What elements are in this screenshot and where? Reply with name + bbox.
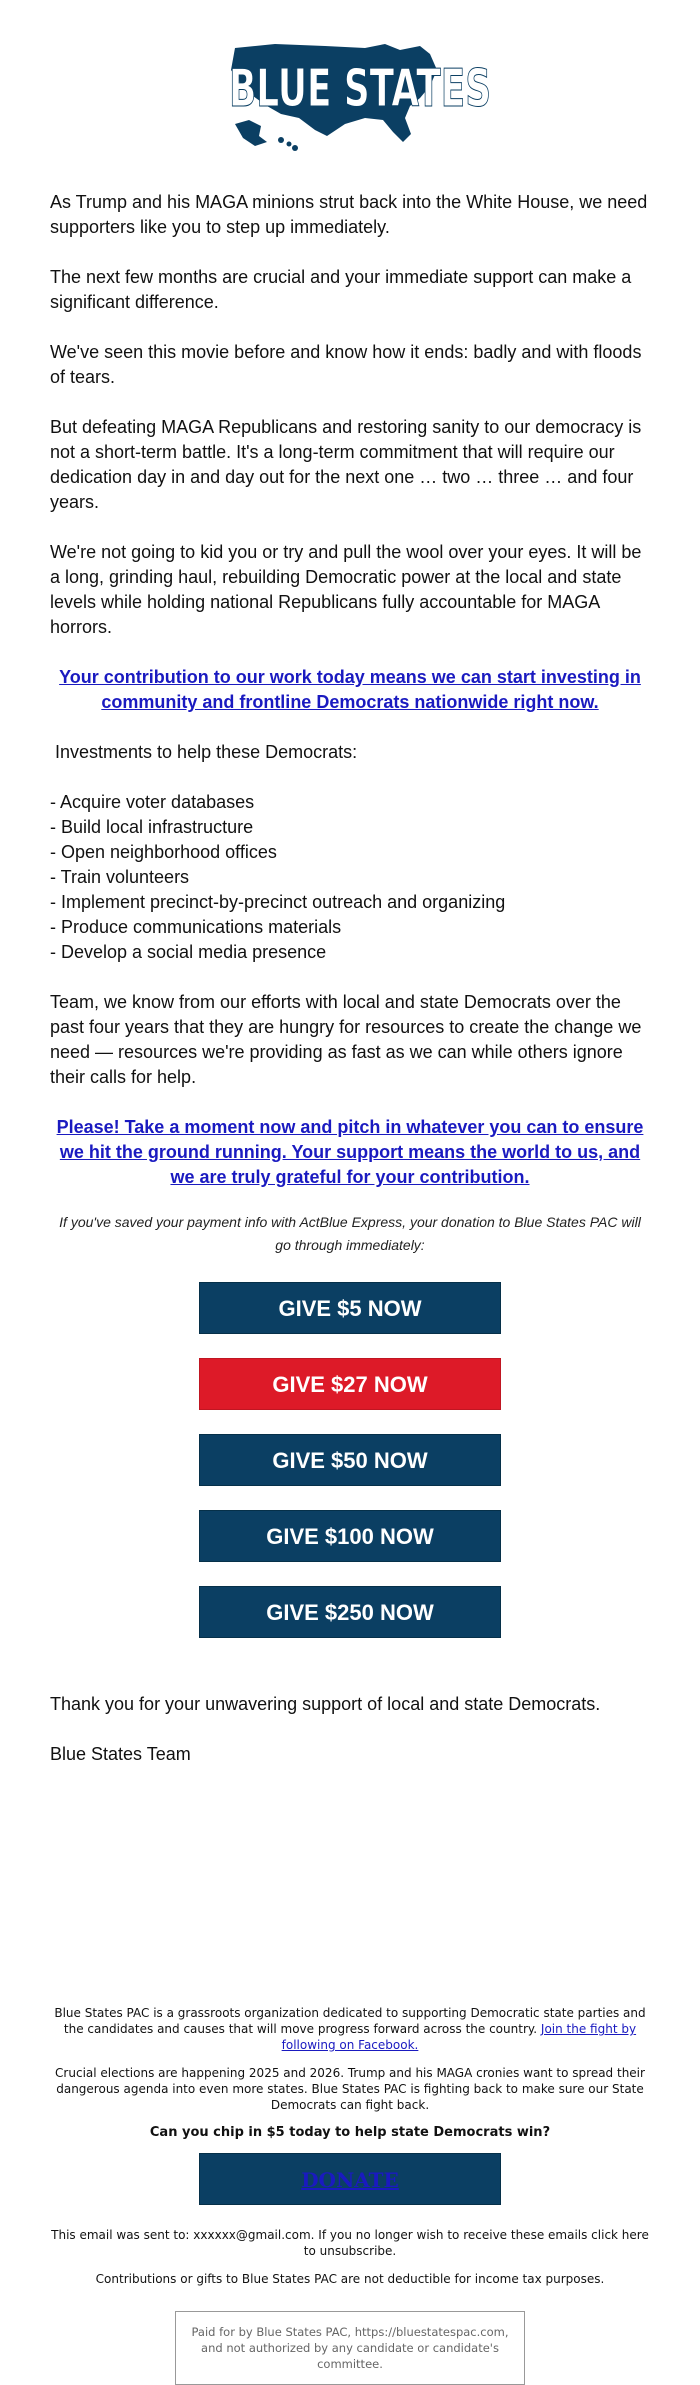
- signature: Blue States Team: [50, 1744, 191, 1764]
- thank-you-text: Thank you for your unwavering support of local and state Democrats.: [50, 1694, 601, 1714]
- tax-disclaimer: Contributions or gifts to Blue States PAC are not deductible for income tax purposes.: [95, 2272, 605, 2286]
- investments-list: [50, 790, 650, 965]
- us-map-icon: [215, 40, 491, 152]
- paragraph-4: But defeating MAGA Republicans and restoring sanity to our democracy is not a short-term battle. It's a long-term commitment that will require our dedication day in and day out for the next one … two … three … and four years.: [50, 417, 642, 512]
- list-item: - Produce communications materials: [50, 917, 342, 937]
- paragraph-6: Team, we know from our efforts with local and state Democrats over the past four years that they are hungry for resources to create the change we need — resources we're providing as fast as we can while others ignore their calls for help.: [50, 992, 642, 1087]
- list-item: - Implement precinct-by-precinct outreach and organizing: [50, 892, 506, 912]
- footer: [50, 2005, 650, 2385]
- sent-to-unsubscribe[interactable]: This email was sent to: xxxxxx@gmail.com. If you no longer wish to receive these emails click here to unsubscribe.: [51, 2228, 649, 2258]
- investments-intro: Investments to help these Democrats:: [55, 742, 358, 762]
- list-item: - Open neighborhood offices: [50, 842, 277, 862]
- give-250-button[interactable]: GIVE $250 NOW: [199, 1586, 501, 1638]
- paragraph-5: We're not going to kid you or try and pull the wool over your eyes. It will be a long, grinding haul, rebuilding Democratic power at the local and state levels while holding national Republicans fully accountable for MAGA horrors.: [50, 542, 642, 637]
- list-item: - Acquire voter databases: [50, 792, 255, 812]
- actblue-express-note: If you've saved your payment info with ActBlue Express, your donation to Blue States PAC will go through immediately:: [59, 1214, 641, 1253]
- contribution-link[interactable]: Your contribution to our work today means we can start investing in community and frontline Democrats nationwide right now.: [59, 667, 641, 712]
- list-item: - Train volunteers: [50, 867, 190, 887]
- give-5-button[interactable]: GIVE $5 NOW: [199, 1282, 501, 1334]
- list-item: - Build local infrastructure: [50, 817, 254, 837]
- email-body: [50, 190, 650, 1767]
- give-50-button[interactable]: GIVE $50 NOW: [199, 1434, 501, 1486]
- facebook-link[interactable]: Join the fight by following on Facebook.: [281, 2022, 637, 2052]
- footer-elections: Crucial elections are happening 2025 and 2026. Trump and his MAGA cronies want to spread their dangerous agenda into even more states. Blue States PAC is fighting back to make sure our State Democrats can fight back.: [55, 2066, 645, 2112]
- give-27-button[interactable]: GIVE $27 NOW: [199, 1358, 501, 1410]
- footer-about-text: Blue States PAC is a grassroots organization dedicated to supporting Democratic state parties and the candidates and causes that will move progress forward across the country.: [54, 2006, 646, 2036]
- list-item: - Develop a social media presence: [50, 942, 327, 962]
- paragraph-3: We've seen this movie before and know how it ends: badly and with floods of tears.: [50, 342, 642, 387]
- logo: [0, 40, 700, 160]
- logo-text: BLUE STATES: [229, 59, 491, 119]
- paragraph-2: The next few months are crucial and your immediate support can make a significant difference.: [50, 267, 632, 312]
- give-100-button[interactable]: GIVE $100 NOW: [199, 1510, 501, 1562]
- donate-button[interactable]: DONATE: [199, 2153, 501, 2205]
- pitch-in-link[interactable]: Please! Take a moment now and pitch in whatever you can to ensure we hit the ground running. Your support means the world to us, and we are truly grateful for your contribution.: [56, 1117, 644, 1187]
- paid-for-box: Paid for by Blue States PAC, https://bluestatespac.com, and not authorized by any candidate or candidate's committee.: [175, 2311, 525, 2385]
- footer-ask: Can you chip in $5 today to help state Democrats win?: [149, 2125, 551, 2140]
- footer-about: [50, 2005, 650, 2053]
- intro-paragraph: As Trump and his MAGA minions strut back into the White House, we need supporters like you to step up immediately.: [50, 192, 648, 237]
